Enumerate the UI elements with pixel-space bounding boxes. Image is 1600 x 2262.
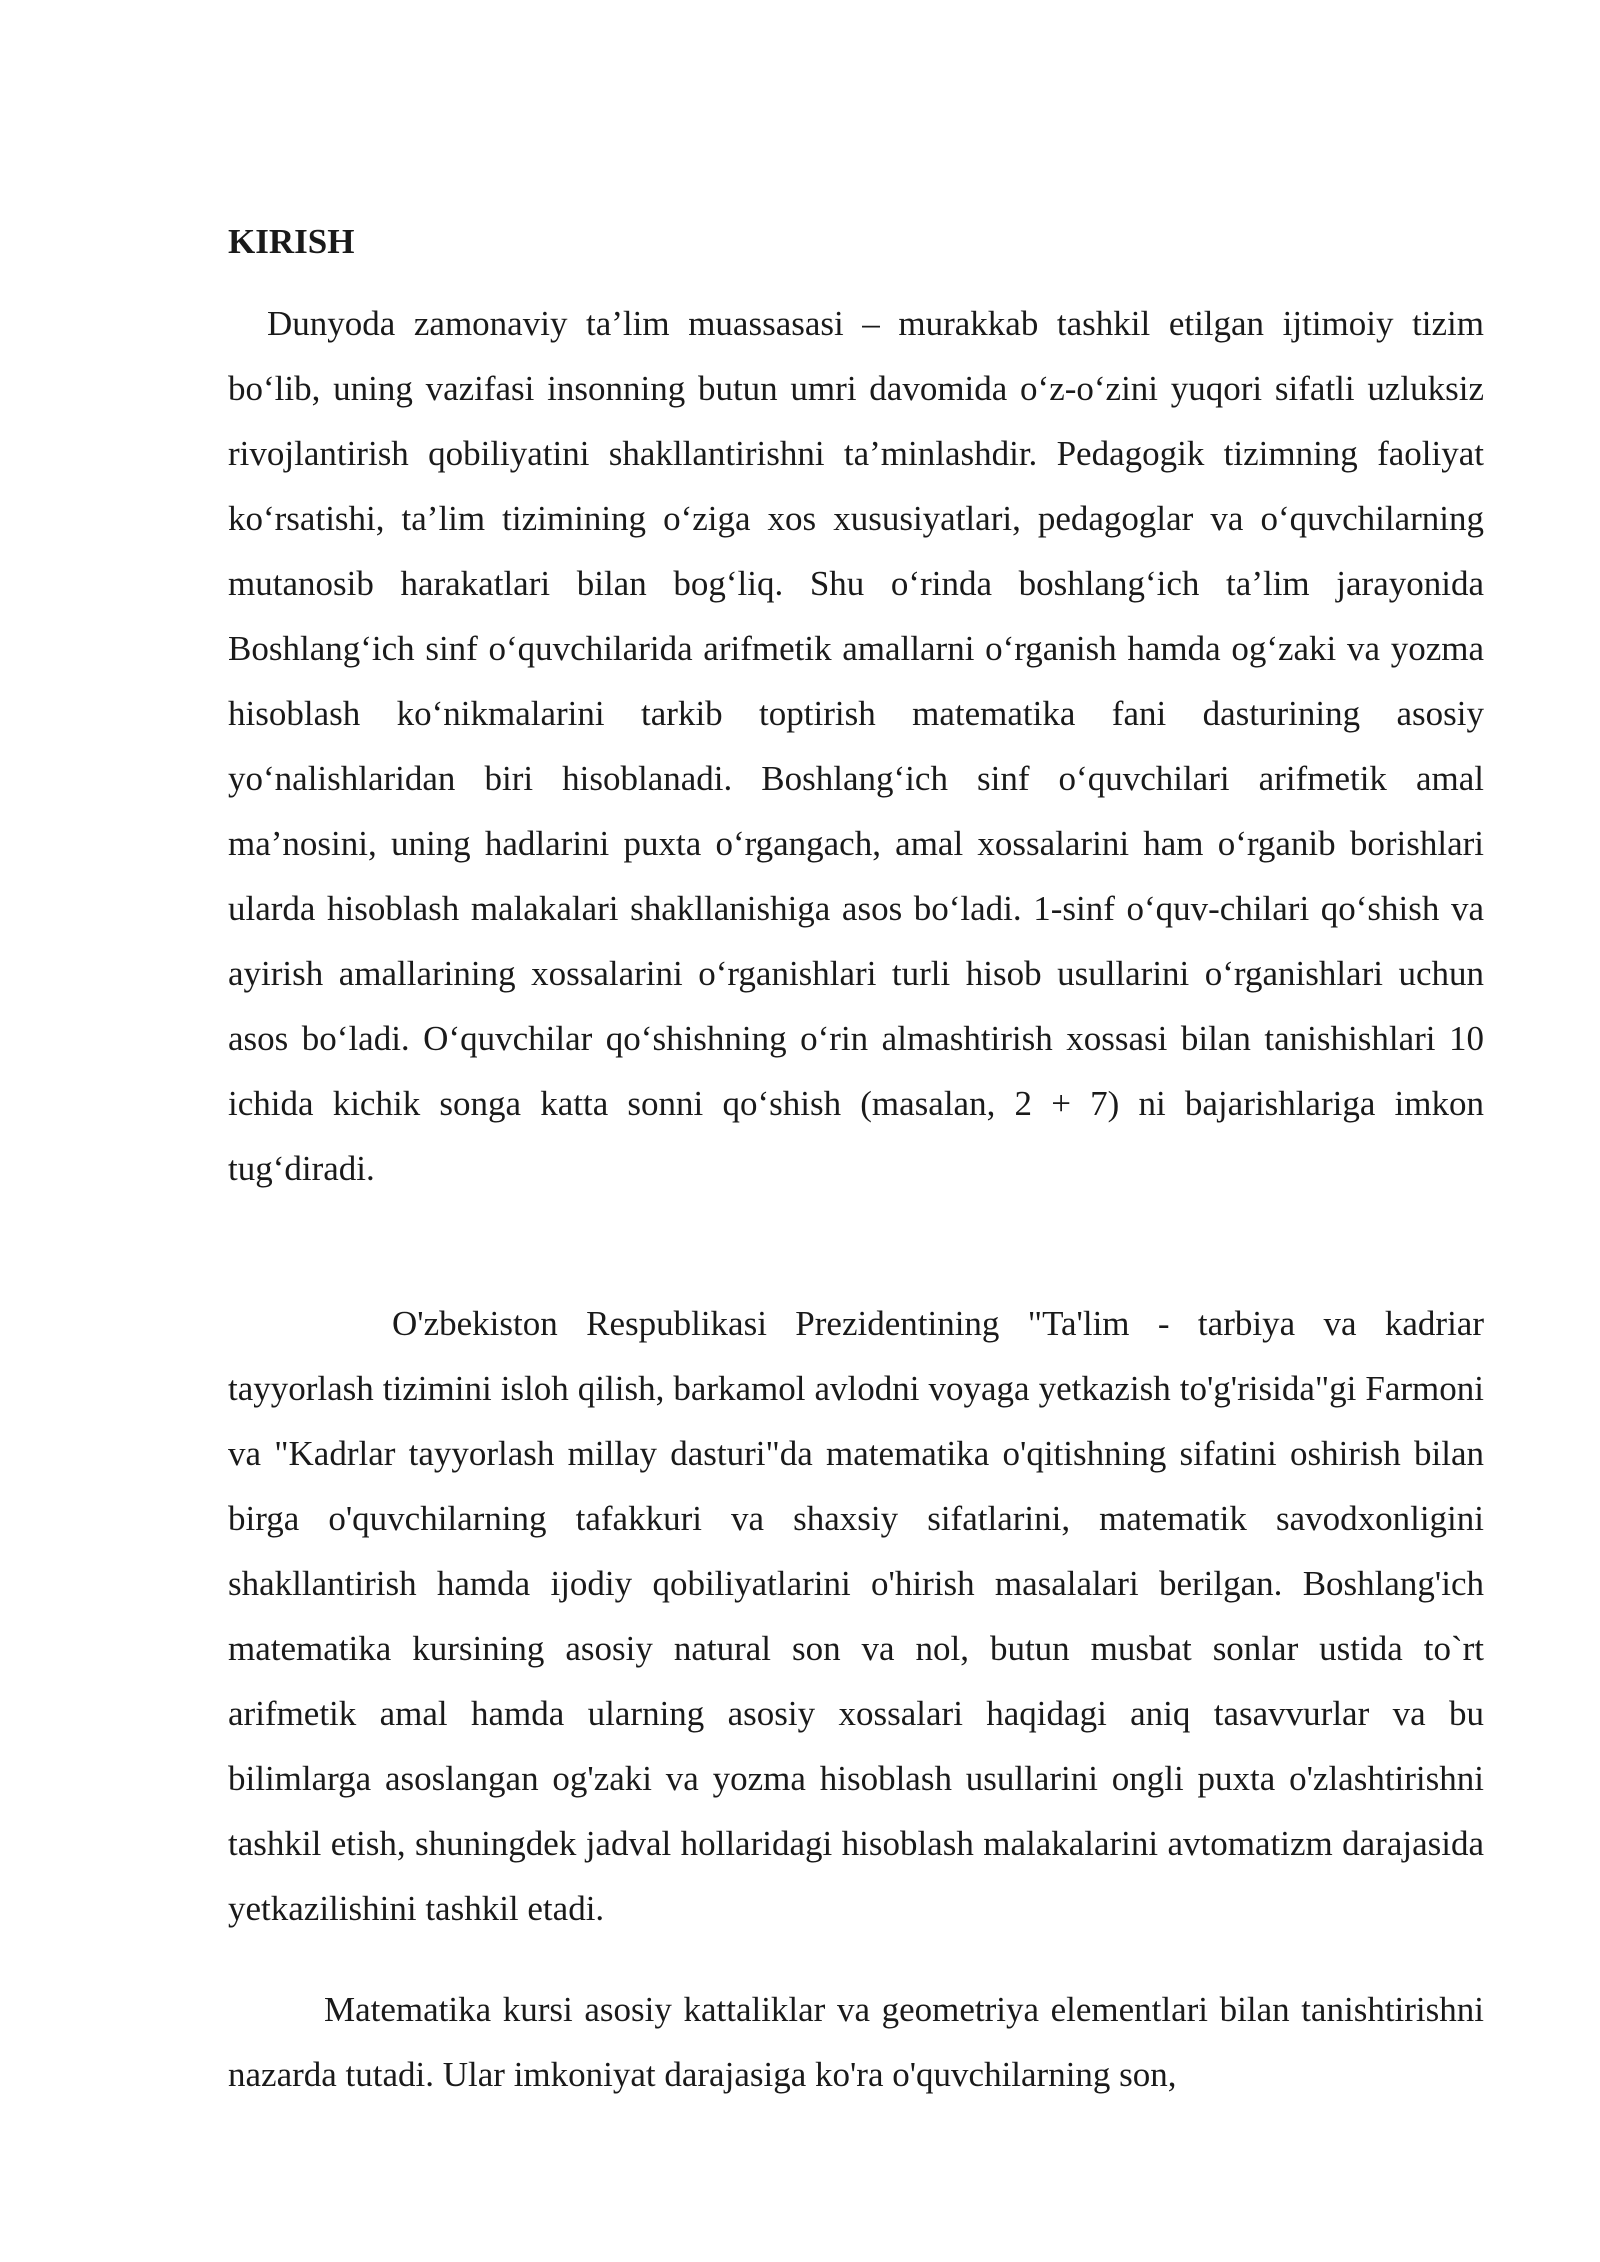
section-heading: KIRISH: [228, 222, 355, 261]
paragraph-math-course: Matematika kursi asosiy kattaliklar va geometriya elementlari bilan tanishtirishni nazarda tutadi. Ular imkoniyat darajasiga ko'ra o'quvchilarning son,: [228, 1990, 1484, 2094]
paragraph-intro: Dunyoda zamonaviy ta’lim muassasasi – murakkab tashkil etilgan ijtimoiy tizim bo‘lib, uning vazifasi insonning butun umri davomida o‘z-o‘zini yuqori sifatli uzluksiz rivojlantirish qobiliyatini shakllantirishni ta’minlashdir. Pedagogik tizimning faoliyat ko‘rsatishi, ta’lim tizimining o‘ziga xos xususiyatlari, pedagoglar va o‘quvchilarning mutanosib harakatlari bilan bog‘liq. Shu o‘rinda boshlang‘ich ta’lim jarayonida Boshlang‘ich sinf o‘quvchilarida arifmetik amallarni o‘rganish hamda og‘zaki va yozma hisoblash ko‘nikmalarini tarkib toptirish matematika fani dasturining asosiy yo‘nalishlaridan biri hisoblanadi. Boshlang‘ich sinf o‘quvchilari arifmetik amal ma’nosini, uning hadlarini puxta o‘rgangach, amal xossalarini ham o‘rganib borishlari ularda hisoblash malakalari shakllanishiga asos bo‘ladi. 1-sinf o‘quv-chilari qo‘shish va ayirish amallarining xossalarini o‘rganishlari turli hisob usullarini o‘rganishlari uchun asos bo‘ladi. O‘quvchilar qo‘shishning o‘rin almashtirish xossasi bilan tanishishlari 10 ichida kichik songa katta sonni qo‘shish (masalan, 2 + 7) ni bajarishlariga imkon tug‘diradi.: [228, 304, 1484, 1188]
paragraph-decree: O'zbekiston Respublikasi Prezidentining "Ta'lim - tarbiya va kadriar tayyorlash tizimini isloh qilish, barkamol avlodni voyaga yetkazish to'g'risida"gi Farmoni va "Kadrlar tayyorlash millay dasturi"da matematika o'qitishning sifatini oshirish bilan birga o'quvchilarning tafakkuri va shaxsiy sifatlarini, matematik savodxonligini shakllantirish hamda ijodiy qobiliyatlarini o'hirish masalalari berilgan. Boshlang'ich matematika kursining asosiy natural son va nol, butun musbat sonlar ustida to`rt arifmetik amal hamda ularning asosiy xossalari haqidagi aniq tasavvurlar va bu bilimlarga asoslangan og'zaki va yozma hisoblash usullarini ongli puxta o'zlashtirishni tashkil etish, shuningdek jadval hollaridagi hisoblash malakalarini avtomatizm darajasida yetkazilishini tashkil etadi.: [228, 1304, 1484, 1928]
